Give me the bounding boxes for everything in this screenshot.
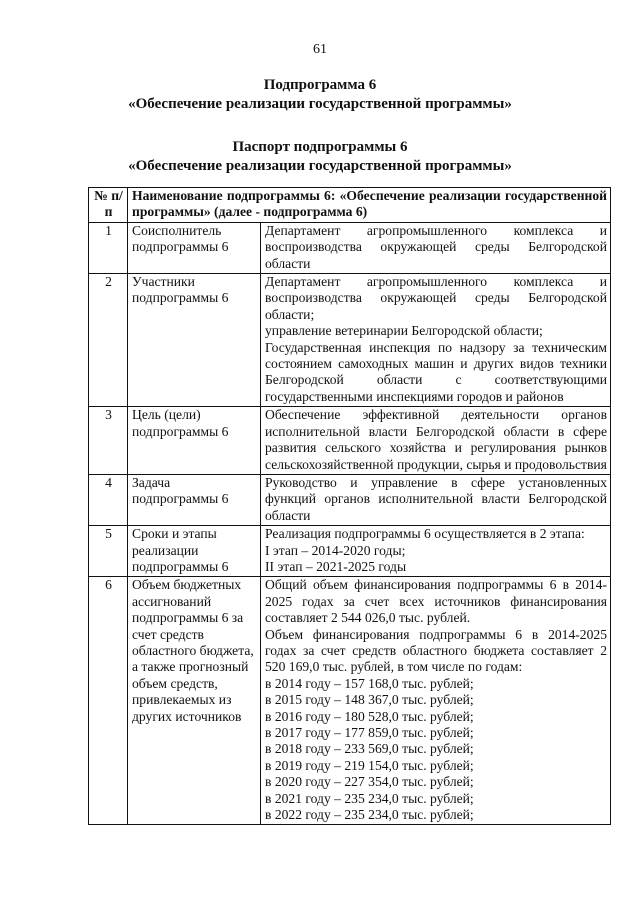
row-value-line: Реализация подпрограммы 6 осуществляется в 2 этапа: <box>265 526 585 542</box>
row-number: 2 <box>89 274 128 407</box>
row-value-line: в 2016 году – 180 528,0 тыс. рублей; <box>265 708 474 724</box>
row-value <box>261 474 611 525</box>
row-value-line: управление ветеринарии Белгородской области; <box>265 323 543 339</box>
row-number: 6 <box>89 577 128 825</box>
row-value-line: Департамент агропромышленного комплекса и воспроизводства окружающей среды Белгородской области <box>265 222 607 271</box>
row-number: 4 <box>89 474 128 525</box>
table-row <box>89 222 611 273</box>
row-label: Участники подпрограммы 6 <box>128 274 261 407</box>
row-label: Соисполнитель подпрограммы 6 <box>128 222 261 273</box>
row-number: 3 <box>89 407 128 475</box>
passport-table <box>88 187 611 825</box>
row-value-line: Руководство и управление в сфере установленных функций органов исполнительной власти Белгородской области <box>265 474 607 523</box>
table-row <box>89 274 611 407</box>
header-subprogram-name: Наименование подпрограммы 6: «Обеспечение реализации государственной программы» (далее - подпрограмма 6) <box>128 188 611 223</box>
table-header-row <box>89 188 611 223</box>
row-value-line: Обеспечение эффективной деятельности органов исполнительной власти Белгородской области в сфере развития сельского хозяйства и регулирования рынков сельскохозяйственной продукции, сырья и продовольствия <box>265 407 607 472</box>
row-label: Сроки и этапы реализации подпрограммы 6 <box>128 526 261 577</box>
table-row <box>89 526 611 577</box>
row-value <box>261 577 611 825</box>
row-value <box>261 274 611 407</box>
row-value-line: в 2020 году – 227 354,0 тыс. рублей; <box>265 774 474 790</box>
row-value-line: в 2022 году – 235 234,0 тыс. рублей; <box>265 807 474 823</box>
table-row <box>89 407 611 475</box>
row-value-line: в 2015 году – 148 367,0 тыс. рублей; <box>265 692 474 708</box>
row-value <box>261 407 611 475</box>
row-value <box>261 222 611 273</box>
row-label: Задача подпрограммы 6 <box>128 474 261 525</box>
header-number: № п/п <box>89 188 128 223</box>
row-value-line: Объем финансирования подпрограммы 6 в 2014-2025 годах за счет средств областного бюджета составляет 2 520 169,0 тыс. рублей, в том числе по годам: <box>265 626 607 675</box>
row-value-line: в 2018 году – 233 569,0 тыс. рублей; <box>265 741 474 757</box>
row-value-line: Государственная инспекция по надзору за техническим состоянием самоходных машин и других видов техники Белгородской области с соответствующими государственными инспекциями городов и районов <box>265 339 607 404</box>
subprogram-title: Подпрограмма 6 <box>263 77 377 93</box>
row-value-line: Департамент агропромышленного комплекса и воспроизводства окружающей среды Белгородской области; <box>265 274 607 322</box>
row-value-line: в 2021 году – 235 234,0 тыс. рублей; <box>265 790 474 806</box>
row-label: Объем бюджетных ассигнований подпрограммы 6 за счет средств областного бюджета, а также прогнозный объем средств, привлекаемых из других источников <box>128 577 261 825</box>
row-value-line: в 2017 году – 177 859,0 тыс. рублей; <box>265 725 474 740</box>
page-number: 61 <box>313 42 327 57</box>
passport-heading <box>0 138 640 176</box>
passport-title: Паспорт подпрограммы 6 <box>232 139 408 155</box>
row-value-line: в 2014 году – 157 168,0 тыс. рублей; <box>265 675 474 691</box>
row-number: 1 <box>89 222 128 273</box>
table-row <box>89 474 611 525</box>
subprogram-heading <box>0 76 640 114</box>
table-row <box>89 577 611 825</box>
row-value-line: II этап – 2021-2025 годы <box>265 558 407 574</box>
row-value-line: I этап – 2014-2020 годы; <box>265 542 406 558</box>
row-value-line: в 2019 году – 219 154,0 тыс. рублей; <box>265 757 474 773</box>
row-label: Цель (цели) подпрограммы 6 <box>128 407 261 475</box>
row-value-line: Общий объем финансирования подпрограммы 6 в 2014-2025 годах за счет всех источников финансирования составляет 2 544 026,0 тыс. рублей. <box>265 577 607 626</box>
row-value <box>261 526 611 577</box>
row-number: 5 <box>89 526 128 577</box>
passport-subtitle: «Обеспечение реализации государственной программы» <box>128 158 512 174</box>
subprogram-subtitle: «Обеспечение реализации государственной программы» <box>128 96 512 112</box>
